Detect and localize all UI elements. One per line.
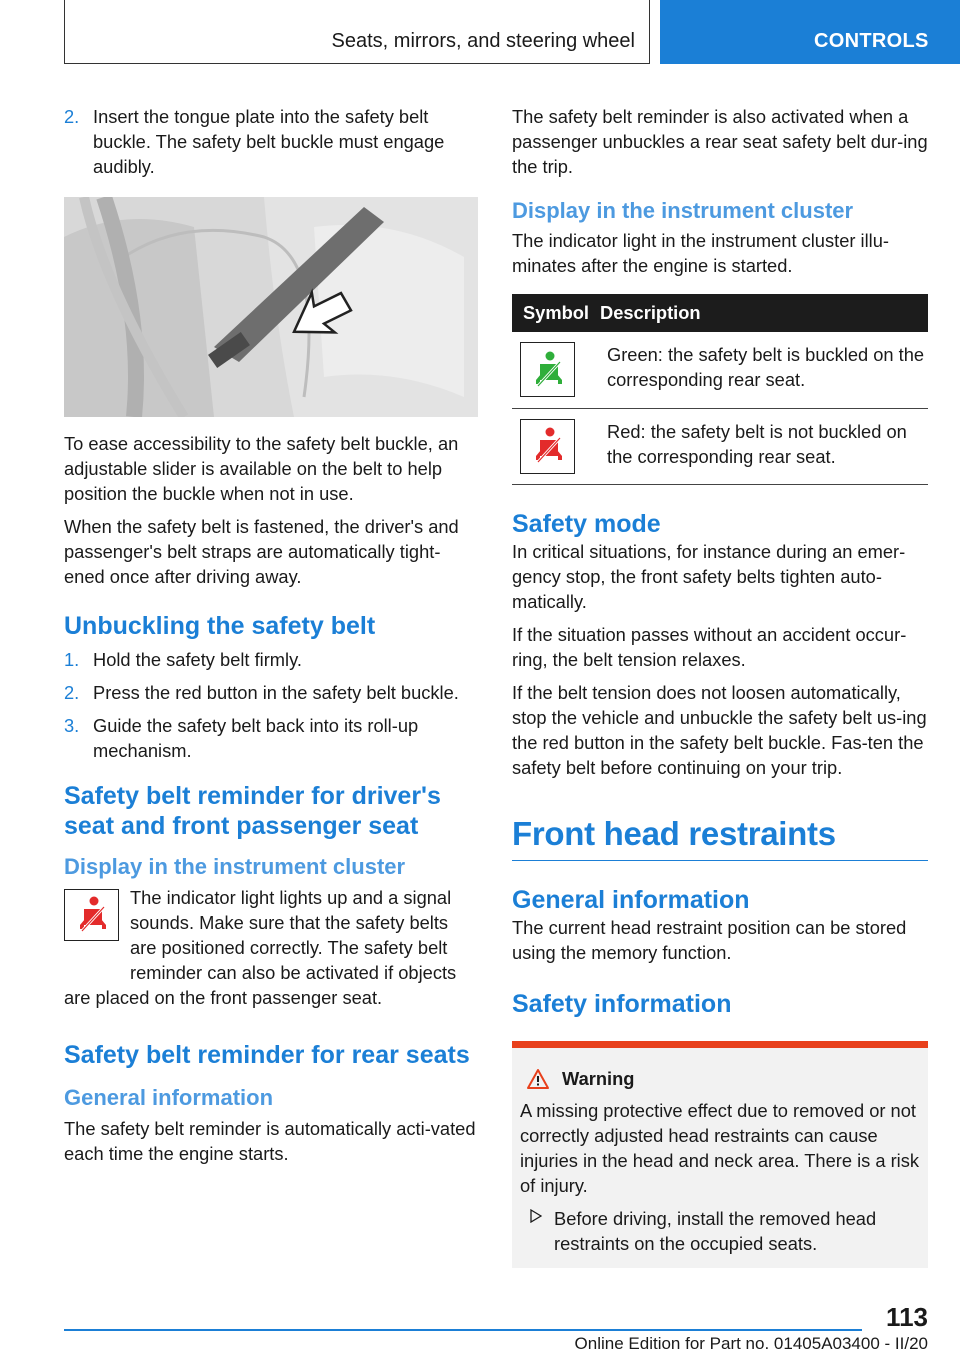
paragraph: The indicator light in the instrument cluster illu-minates after the engine is started. <box>512 230 889 276</box>
paragraph: The safety belt reminder is also activated when a passenger unbuckles a rear seat safety belt dur-ing the trip. <box>512 106 928 177</box>
table-row <box>512 332 928 408</box>
left-column <box>64 104 478 1174</box>
paragraph: The current head restraint position can be stored using the memory function. <box>512 916 907 963</box>
running-header <box>64 0 650 64</box>
description-cell: Green: the safety belt is buckled on the corresponding rear seat. <box>600 332 928 408</box>
warning-text: A missing protective effect due to removed or not correctly adjusted head restraints can cause injuries in the head and neck area. There is a risk of injury. <box>520 1099 920 1196</box>
heading-front-head-restraints: Front head restraints <box>512 814 836 852</box>
list-item: 2. Press the red button in the safety belt buckle. <box>64 682 459 703</box>
warning-triangle-icon <box>526 1068 550 1090</box>
chapter-title: CONTROLS <box>814 30 929 52</box>
bullet-triangle-icon <box>530 1209 542 1223</box>
chapter-tab <box>660 0 960 64</box>
symbol-table <box>512 294 928 485</box>
chapter-heading-block <box>512 814 928 861</box>
list-item: 3. Guide the safety belt back into its roll-up mechanism. <box>64 715 419 761</box>
warning-title: Warning <box>520 1068 920 1090</box>
heading-general-information-2: General information <box>512 885 750 914</box>
paragraph: The safety belt reminder is automatically acti-vated each time the engine starts. <box>64 1118 476 1164</box>
column-header-description: Description <box>600 294 928 332</box>
column-header-symbol: Symbol <box>512 294 600 332</box>
section-title: Seats, mirrors, and steering wheel <box>331 30 635 52</box>
fasten-steps <box>64 104 478 179</box>
display-paragraph: The indicator light lights up and a signal sounds. Make sure that the safety belts are positioned correctly. The safety belt reminder can also be activated if objects are placed on the front passenger seat. <box>64 887 457 1008</box>
seat-belt-buckle-illustration <box>64 197 478 417</box>
unbuckle-steps <box>64 647 478 763</box>
paragraph: In critical situations, for instance during an emer-gency stop, the front safety belts tighten auto-matically. <box>512 540 906 612</box>
heading-safety-information: Safety information <box>512 989 732 1018</box>
heading-reminder-front: Safety belt reminder for driver's seat and front passenger seat <box>64 782 441 840</box>
heading-display-cluster: Display in the instrument cluster <box>64 854 406 879</box>
seat-belt-buckle-photo <box>64 197 478 417</box>
footer-edition: Online Edition for Part no. 01405A03400 - II/20 <box>574 1334 928 1353</box>
footer-divider <box>64 1329 862 1331</box>
heading-safety-mode: Safety mode <box>512 509 661 538</box>
paragraph: If the belt tension does not loosen automatically, stop the vehicle and unbuckle the safety belt us-ing the red button in the safety belt buckle. Fas-ten the safety belt before continuing on your trip. <box>512 681 927 778</box>
paragraph: If the situation passes without an accident occur-ring, the belt tension relaxes. <box>512 623 907 670</box>
seatbelt-warning-red-icon <box>64 889 119 941</box>
list-item: 2. Insert the tongue plate into the safety belt buckle. The safety belt buckle must engage audibly. <box>64 106 445 177</box>
page-number: 113 <box>886 1302 928 1332</box>
heading-display-cluster-rear: Display in the instrument cluster <box>512 198 854 223</box>
heading-general-information: General information <box>64 1085 274 1110</box>
seatbelt-green-icon <box>520 342 575 397</box>
warning-bullet: Before driving, install the removed head restraints on the occupied seats. <box>520 1206 920 1256</box>
list-item: 1. Hold the safety belt firmly. <box>64 649 302 670</box>
paragraph: To ease accessibility to the safety belt buckle, an adjustable slider is available on the belt to help position the buckle when not in use. <box>64 433 459 504</box>
heading-reminder-rear: Safety belt reminder for rear seats <box>64 1041 470 1069</box>
table-row <box>512 408 928 484</box>
right-column <box>512 104 928 1268</box>
warning-box <box>512 1041 928 1268</box>
display-block <box>64 885 478 1010</box>
paragraph: When the safety belt is fastened, the driver's and passenger's belt straps are automatically tight-ened once after driving away. <box>64 516 459 587</box>
heading-unbuckling: Unbuckling the safety belt <box>64 612 376 640</box>
description-cell: Red: the safety belt is not buckled on the corresponding rear seat. <box>600 408 928 484</box>
table-header-row <box>512 294 928 332</box>
seatbelt-red-icon <box>520 419 575 474</box>
